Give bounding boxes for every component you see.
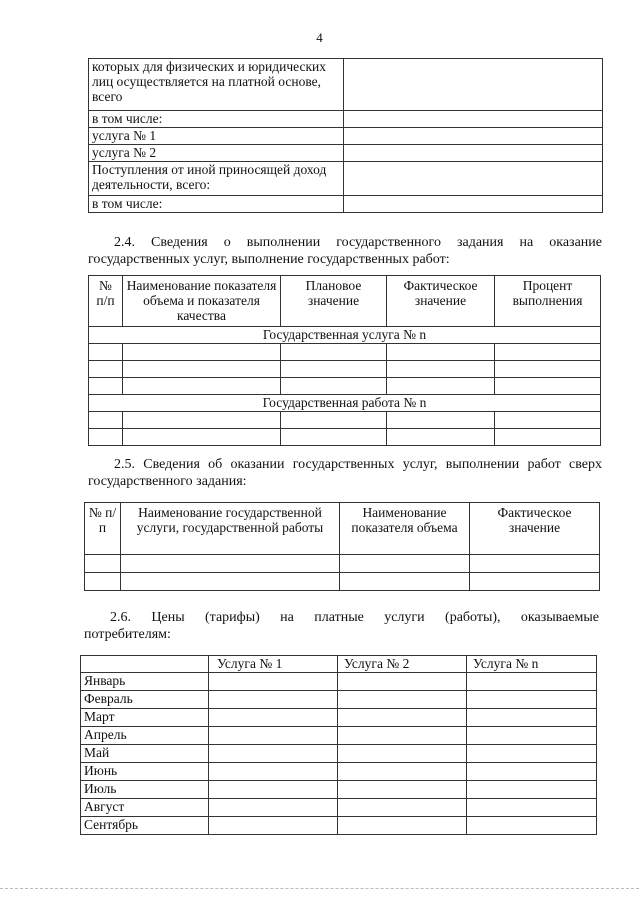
table-cell: [467, 709, 597, 727]
col-header-actual-value: Фактическое значение: [387, 276, 495, 327]
month-label: Сентябрь: [81, 817, 209, 835]
col-header-service-1: Услуга № 1: [209, 656, 338, 673]
table-cell: [495, 344, 601, 361]
col-header-completion-percent: Процент выполнения: [495, 276, 601, 327]
table-header-row: [85, 503, 600, 555]
table-row: [81, 673, 597, 691]
table-cell: [85, 573, 121, 591]
table-cell: [467, 781, 597, 799]
table-cell: [344, 111, 603, 128]
table-row: [81, 727, 597, 745]
month-label: Февраль: [81, 691, 209, 709]
table-cell: [338, 817, 467, 835]
table-cell: [121, 573, 340, 591]
table-row: [81, 781, 597, 799]
table-cell: [344, 128, 603, 145]
col-header-indicator-name: Наименование показателя объема и показателя качества: [123, 276, 281, 327]
table-cell: [89, 429, 123, 446]
section-2-4-heading: [88, 234, 602, 268]
table-cell: [340, 573, 470, 591]
heading-line: 2.6. Цены (тарифы) на платные услуги (работы), оказываемые: [110, 610, 599, 625]
table-row: [81, 817, 597, 835]
table-cell: [209, 781, 338, 799]
table-cell: [467, 727, 597, 745]
table-cell: в том числе:: [89, 111, 344, 128]
table-row: [89, 196, 603, 213]
table-cell: [123, 429, 281, 446]
table-cell: [495, 378, 601, 395]
table-cell: [387, 429, 495, 446]
col-header-volume-indicator: Наименование показателя объема: [340, 503, 470, 555]
table-cell: услуга № 2: [89, 145, 344, 162]
month-label: Март: [81, 709, 209, 727]
table-cell: [123, 361, 281, 378]
table-cell: [281, 429, 387, 446]
month-label: Июнь: [81, 763, 209, 781]
table-cell: [338, 781, 467, 799]
table-row: [81, 709, 597, 727]
table-cell: [209, 745, 338, 763]
table-cell: [85, 555, 121, 573]
table-cell: [123, 378, 281, 395]
col-header-number: № п/п: [89, 276, 123, 327]
table-cell: [209, 727, 338, 745]
table-header-row: [89, 276, 601, 327]
table-cell: [209, 673, 338, 691]
table-row: [89, 59, 603, 111]
table-cell: [123, 344, 281, 361]
prices-table: [80, 655, 597, 835]
table-row: [89, 128, 603, 145]
month-label: Июль: [81, 781, 209, 799]
heading-line: 2.5. Сведения об оказании государственных услуг, выполнении работ сверх: [114, 457, 602, 472]
group-row: [89, 327, 601, 344]
table-row: [81, 799, 597, 817]
table-cell: [209, 799, 338, 817]
month-label: Апрель: [81, 727, 209, 745]
col-header-planned-value: Плановое значение: [281, 276, 387, 327]
page-number: 4: [316, 30, 323, 45]
month-label: Август: [81, 799, 209, 817]
table-row: [89, 162, 603, 196]
table-cell: [470, 573, 600, 591]
table-row: [89, 111, 603, 128]
table-row: [81, 745, 597, 763]
group-header-work: Государственная работа № n: [89, 395, 601, 412]
table-cell: [470, 555, 600, 573]
table-row: [85, 573, 600, 591]
table-cell: [338, 745, 467, 763]
table-cell: [89, 361, 123, 378]
table-cell: [387, 344, 495, 361]
table-cell: [209, 691, 338, 709]
table-row: [89, 378, 601, 395]
heading-line: 2.4. Сведения о выполнении государственного задания на оказание: [114, 235, 602, 250]
table-cell: [344, 162, 603, 196]
table-cell: в том числе:: [89, 196, 344, 213]
group-row: [89, 395, 601, 412]
table-row: [89, 344, 601, 361]
heading-line: государственного задания:: [88, 474, 247, 489]
table-cell: [495, 429, 601, 446]
heading-line: потребителям:: [84, 627, 171, 642]
table-cell: [281, 378, 387, 395]
table-cell: [89, 344, 123, 361]
table-cell: [340, 555, 470, 573]
table-cell: [467, 745, 597, 763]
table-row: [89, 412, 601, 429]
table-cell: [467, 817, 597, 835]
group-header-service: Государственная услуга № n: [89, 327, 601, 344]
table-cell: [387, 361, 495, 378]
col-header-service-2: Услуга № 2: [338, 656, 467, 673]
table-cell: [344, 59, 603, 111]
table-cell: [281, 412, 387, 429]
table-row: [89, 145, 603, 162]
table-cell: [344, 145, 603, 162]
assignment-table: [88, 275, 601, 446]
table-cell: Поступления от иной приносящей доход деятельности, всего:: [89, 162, 344, 196]
heading-line: государственных услуг, выполнение государственных работ:: [88, 252, 450, 267]
table-cell: [338, 673, 467, 691]
table-cell: [121, 555, 340, 573]
col-header-service-name: Наименование государственной услуги, государственной работы: [121, 503, 340, 555]
table-row: [89, 361, 601, 378]
table-row: [81, 763, 597, 781]
table-cell: [338, 763, 467, 781]
table-cell: [387, 378, 495, 395]
table-cell: [338, 691, 467, 709]
table-cell: [495, 361, 601, 378]
table-cell: которых для физических и юридических лиц осуществляется на платной основе, всего: [89, 59, 344, 111]
table-cell: [387, 412, 495, 429]
table-cell: [338, 727, 467, 745]
col-header-service-n: Услуга № n: [467, 656, 597, 673]
table-cell: услуга № 1: [89, 128, 344, 145]
table-cell: [467, 673, 597, 691]
table-cell: [338, 799, 467, 817]
table-cell: [209, 763, 338, 781]
extra-services-table: [84, 502, 600, 591]
page-bottom-divider: [0, 888, 639, 889]
col-header-actual-value: Фактическое значение: [470, 503, 600, 555]
table-cell: [89, 378, 123, 395]
table-cell: [281, 344, 387, 361]
col-header-empty: [81, 656, 209, 673]
table-cell: [123, 412, 281, 429]
revenue-table: [88, 58, 603, 213]
table-cell: [209, 817, 338, 835]
table-cell: [344, 196, 603, 213]
table-row: [81, 691, 597, 709]
section-2-5-heading: [88, 456, 602, 490]
table-cell: [467, 799, 597, 817]
month-label: Май: [81, 745, 209, 763]
table-row: [85, 555, 600, 573]
table-cell: [209, 709, 338, 727]
table-cell: [338, 709, 467, 727]
col-header-number: № п/п: [85, 503, 121, 555]
table-cell: [467, 691, 597, 709]
table-header-row: [81, 656, 597, 673]
table-row: [89, 429, 601, 446]
table-cell: [281, 361, 387, 378]
section-2-6-heading: [84, 609, 599, 643]
table-cell: [495, 412, 601, 429]
month-label: Январь: [81, 673, 209, 691]
table-cell: [89, 412, 123, 429]
table-cell: [467, 763, 597, 781]
